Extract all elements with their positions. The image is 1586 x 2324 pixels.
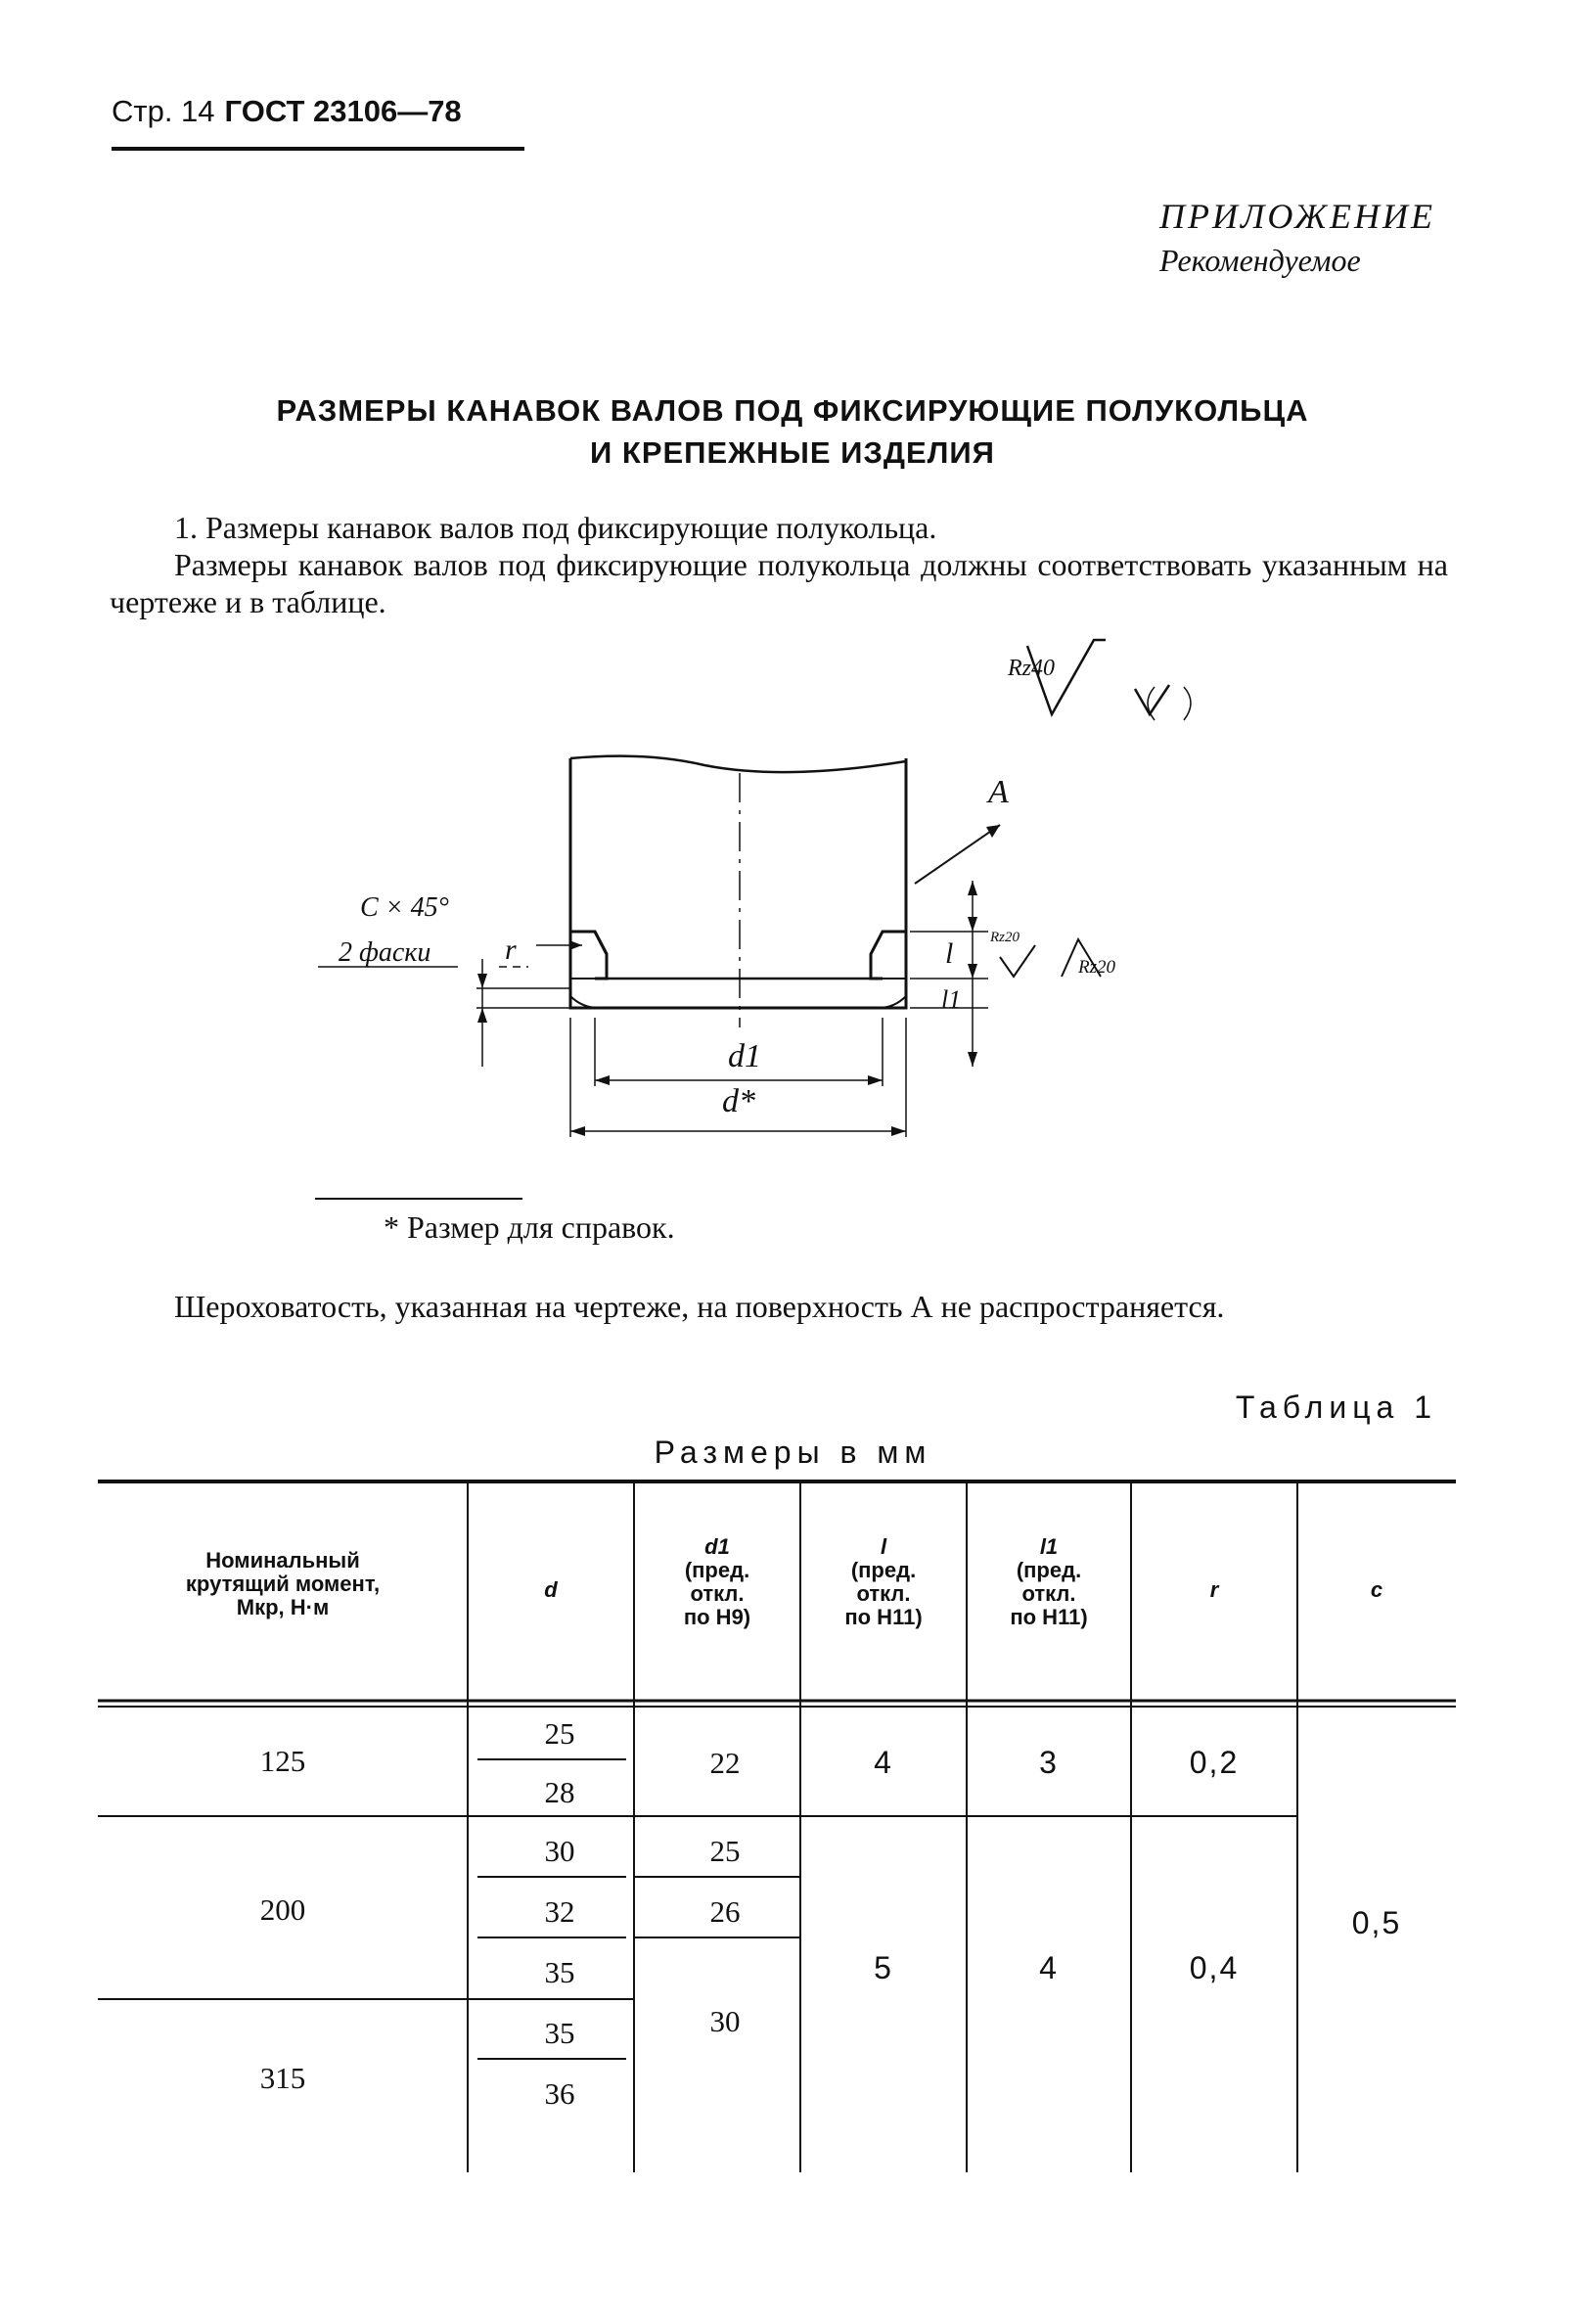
- surface-a-label: А: [988, 774, 1009, 810]
- dim-d-label: d*: [722, 1083, 755, 1119]
- dim-l-label: l: [945, 937, 954, 970]
- groove-left: [570, 932, 607, 979]
- dim-l1-label: l1: [941, 985, 962, 1014]
- chamfer-label: С × 45°: [360, 892, 449, 923]
- shaft-break-line: [570, 756, 906, 772]
- hdr-torque-3: Мкр, Н·м: [236, 1595, 330, 1619]
- cell-d1-22: 22: [709, 1746, 741, 1780]
- cell-d-7: 36: [544, 2076, 575, 2111]
- hdr-l1-2: (пред.: [1016, 1558, 1082, 1582]
- annex-title: ПРИЛОЖЕНИЕ: [1159, 197, 1435, 236]
- section-1-heading: 1. Размеры канавок валов под фиксирующие полукольца.: [174, 510, 937, 545]
- roughness-side2-label: Rz20: [1078, 957, 1115, 978]
- cell-torque-125: 125: [259, 1744, 306, 1778]
- table-label: Таблица 1: [1235, 1390, 1437, 1425]
- table-units: Размеры в мм: [654, 1435, 932, 1470]
- dimensions-table: [0, 1468, 1586, 2182]
- roughness-main-label: Rz40: [1008, 656, 1055, 681]
- page-number: Стр. 14: [112, 94, 215, 128]
- gost-number: ГОСТ 23106—78: [224, 94, 462, 128]
- footnote: * Размер для справок.: [384, 1209, 675, 1245]
- cell-torque-315: 315: [259, 2061, 306, 2095]
- cell-l1-3: 3: [1039, 1745, 1059, 1780]
- radius-label: r: [505, 934, 517, 966]
- cell-d1-25: 25: [709, 1834, 741, 1868]
- shaft-outline: [570, 758, 906, 1008]
- cell-l1-4: 4: [1039, 1950, 1059, 1985]
- footnote-rule: [315, 1198, 522, 1200]
- hdr-d1-3: откл.: [690, 1581, 745, 1606]
- cell-r-04: 0,4: [1189, 1950, 1240, 1985]
- cell-torque-200: 200: [259, 1892, 306, 1927]
- title-line-2: И КРЕПЕЖНЫЕ ИЗДЕЛИЯ: [590, 435, 995, 470]
- surface-a-leader: [915, 825, 1000, 884]
- cell-d-1: 25: [544, 1716, 575, 1751]
- roughness-note-paragraph: [110, 1288, 1448, 1325]
- hdr-d1-2: (пред.: [684, 1558, 750, 1582]
- roughness-side1-label: Rz20: [990, 930, 1020, 945]
- roughness-symbol-side1: [1000, 945, 1035, 977]
- cell-d1-26: 26: [709, 1894, 741, 1929]
- hdr-l1-sym: l1: [1039, 1534, 1059, 1559]
- cell-d-4: 32: [544, 1894, 575, 1929]
- annex-subtitle: Рекомендуемое: [1159, 243, 1361, 278]
- cell-r-02: 0,2: [1189, 1745, 1240, 1780]
- cell-l-5: 5: [874, 1950, 893, 1985]
- hdr-c: c: [1370, 1577, 1383, 1602]
- section-1-text: Размеры канавок валов под фиксирующие полукольца должны соответствовать указанным на чертеже и в таблице.: [110, 547, 1448, 619]
- chamfer-note: 2 фаски: [339, 937, 431, 968]
- cell-d-5: 35: [544, 1955, 575, 1989]
- cell-d-3: 30: [544, 1834, 575, 1868]
- cell-d1-30: 30: [709, 2004, 741, 2038]
- roughness-note: Шероховатость, указанная на чертеже, на поверхность А не распространяется.: [174, 1289, 1225, 1324]
- cell-d-2: 28: [544, 1775, 575, 1809]
- hdr-l-4: по Н11): [844, 1605, 923, 1629]
- cell-l-4: 4: [874, 1745, 893, 1780]
- hdr-l-2: (пред.: [850, 1558, 917, 1582]
- cell-c: 0,5: [1351, 1905, 1402, 1940]
- hdr-torque-1: Номинальный: [205, 1548, 360, 1572]
- cell-d-6: 35: [544, 2016, 575, 2050]
- hdr-l1-3: откл.: [1021, 1581, 1076, 1606]
- hdr-d1-sym: d1: [704, 1534, 730, 1559]
- hdr-l-sym: l: [880, 1534, 887, 1559]
- hdr-l-3: откл.: [856, 1581, 911, 1606]
- title-line-1: РАЗМЕРЫ КАНАВОК ВАЛОВ ПОД ФИКСИРУЮЩИЕ ПОЛУКОЛЬЦА: [276, 393, 1309, 428]
- dim-d1-label: d1: [728, 1038, 761, 1074]
- hdr-d: d: [544, 1577, 558, 1602]
- hdr-l1-4: по Н11): [1010, 1605, 1088, 1629]
- hdr-r: r: [1209, 1577, 1219, 1602]
- groove-right: [871, 932, 906, 979]
- hdr-d1-4: по Н9): [683, 1605, 751, 1629]
- hdr-torque-2: крутящий момент,: [185, 1572, 381, 1596]
